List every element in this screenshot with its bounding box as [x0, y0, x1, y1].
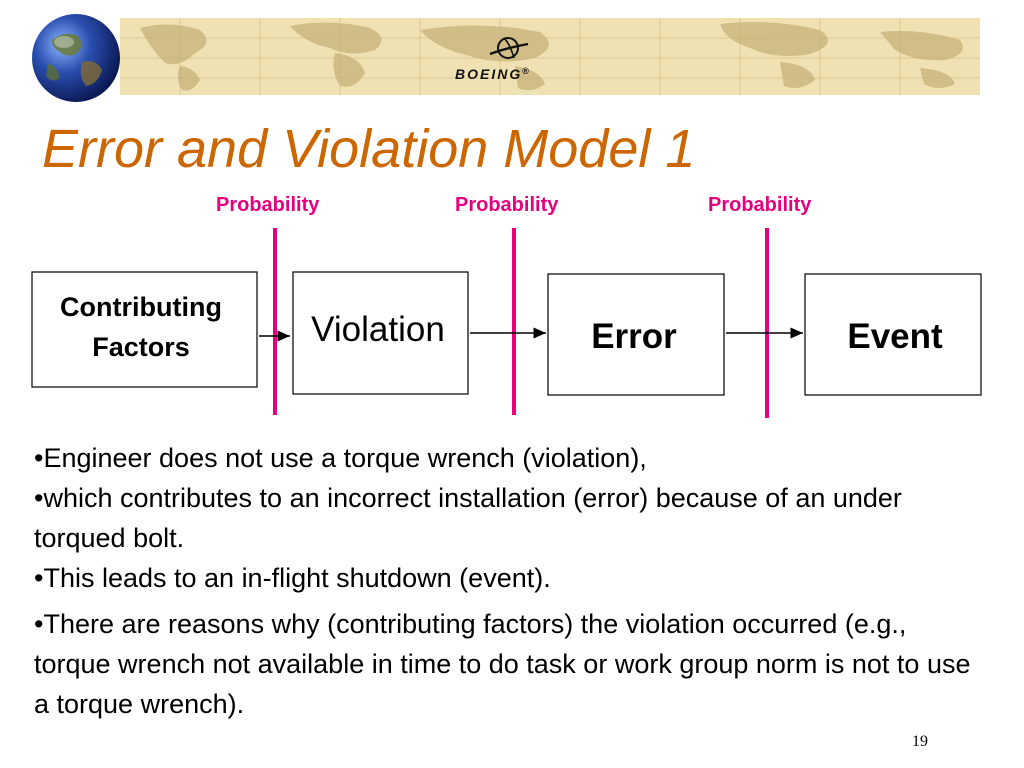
bullet-item: •There are reasons why (contributing factors) the violation occurred (e.g., torque wrench not available in time to do task or work group norm is not to use a torque wrench). — [34, 609, 971, 719]
logo-text: BOEING — [455, 66, 523, 82]
bullet-item: •Engineer does not use a torque wrench (violation), — [34, 443, 647, 473]
probability-label-2: Probability — [455, 194, 559, 216]
contributing-factors-label-line1: Contributing — [60, 292, 222, 322]
page-number: 19 — [912, 733, 928, 750]
slide-title: Error and Violation Model 1 — [42, 119, 696, 179]
logo-trademark: ® — [522, 66, 531, 76]
bullet-item: •which contributes to an incorrect installation (error) because of an under torqued bolt. — [34, 483, 902, 553]
violation-label: Violation — [311, 310, 445, 349]
probability-label-1: Probability — [216, 194, 320, 216]
probability-label-3: Probability — [708, 194, 812, 216]
error-label: Error — [591, 317, 677, 356]
contributing-factors-box — [32, 272, 257, 387]
event-label: Event — [847, 317, 943, 356]
contributing-factors-label-line2: Factors — [92, 332, 190, 362]
bullet-item: •This leads to an in-flight shutdown (event). — [34, 563, 551, 593]
bullet-list — [34, 438, 974, 724]
